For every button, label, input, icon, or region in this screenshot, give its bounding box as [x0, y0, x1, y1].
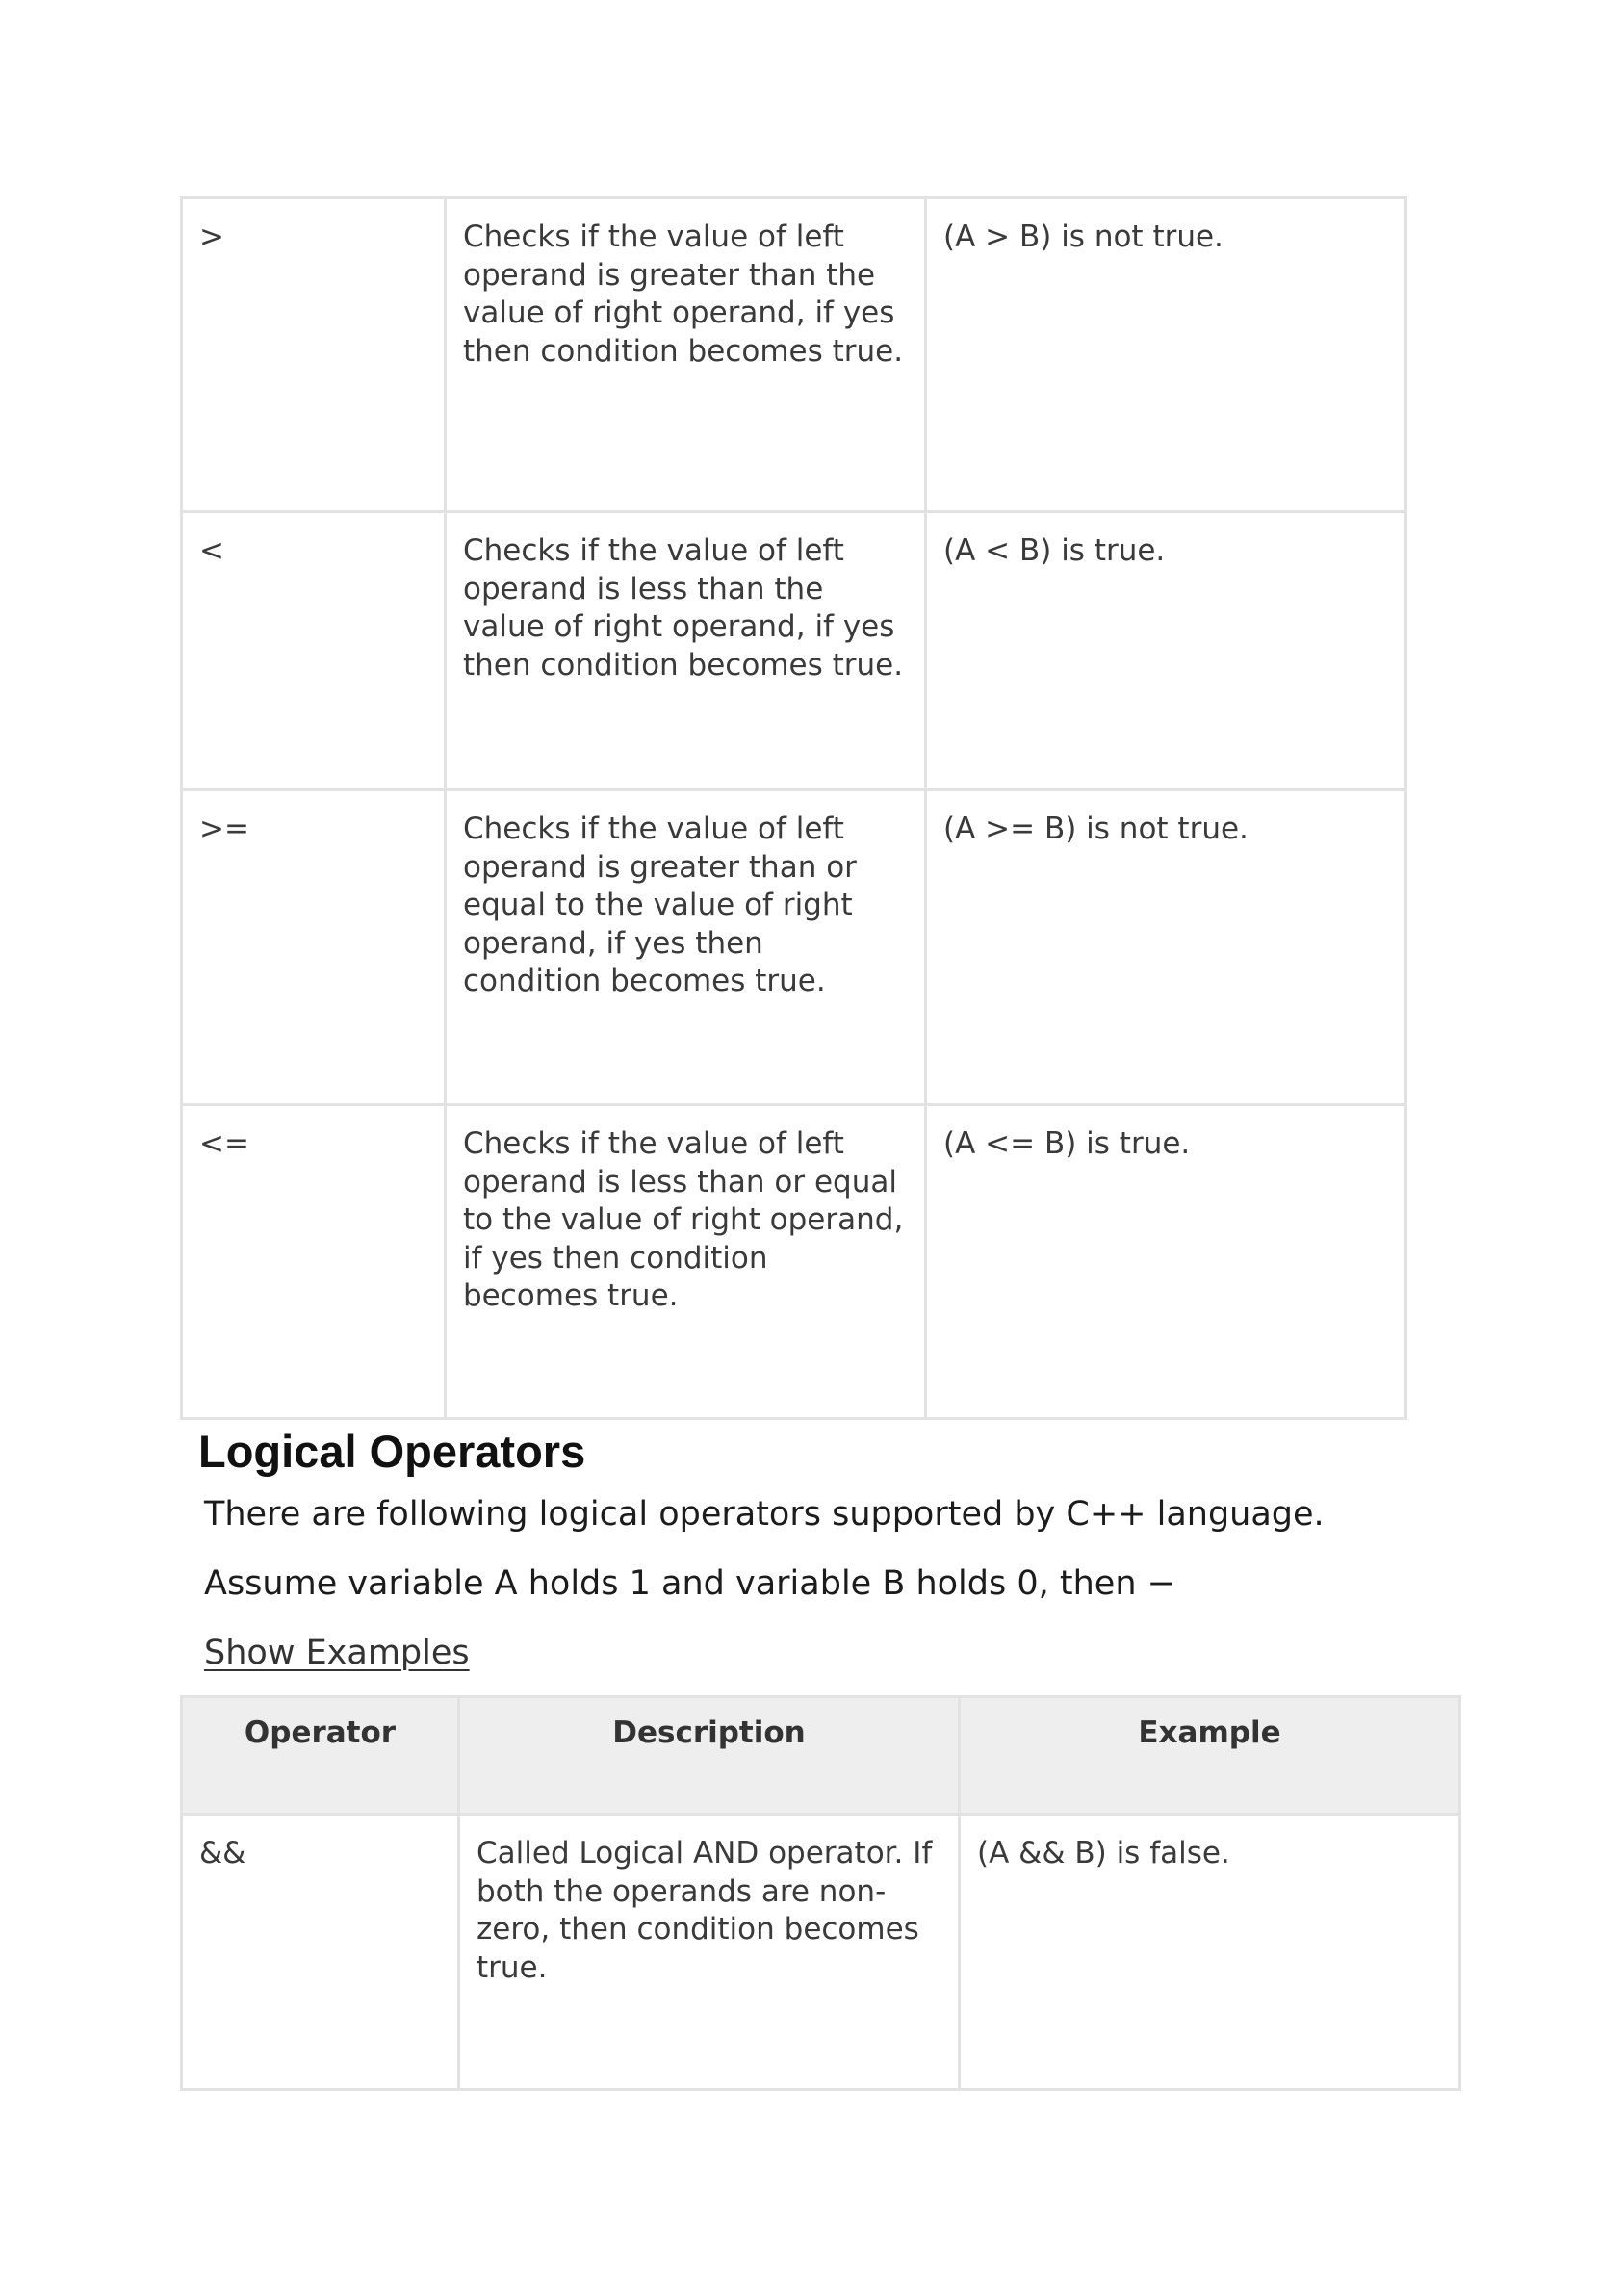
table-row	[182, 198, 1406, 512]
description-cell: Checks if the value of left operand is less than the value of right operand, if yes then condition becomes true.	[446, 512, 926, 790]
example-cell: (A <= B) is true.	[926, 1105, 1406, 1419]
example-cell: (A && B) is false.	[960, 1815, 1460, 2090]
show-examples-link[interactable]: Show Examples	[204, 1634, 470, 1672]
table-row	[182, 790, 1406, 1105]
operator-cell: <=	[182, 1105, 446, 1419]
section-title: Logical Operators	[198, 1426, 586, 1477]
header-operator: Operator	[182, 1697, 459, 1815]
operator-cell: >	[182, 198, 446, 512]
assumption-paragraph: Assume variable A holds 1 and variable B holds 0, then −	[204, 1564, 1175, 1603]
header-example: Example	[960, 1697, 1460, 1815]
table-row	[182, 1815, 1460, 2090]
description-cell: Called Logical AND operator. If both the operands are non-zero, then condition becomes true.	[459, 1815, 960, 2090]
description-cell: Checks if the value of left operand is greater than the value of right operand, if yes then condition becomes true.	[446, 198, 926, 512]
example-cell: (A < B) is true.	[926, 512, 1406, 790]
operator-cell: <	[182, 512, 446, 790]
operator-cell: &&	[182, 1815, 459, 2090]
table-header-row	[182, 1697, 1460, 1815]
intro-paragraph: There are following logical operators supported by C++ language.	[204, 1495, 1325, 1534]
logical-operators-table	[180, 1695, 1461, 2091]
header-description: Description	[459, 1697, 960, 1815]
example-cell: (A > B) is not true.	[926, 198, 1406, 512]
table-row	[182, 1105, 1406, 1419]
example-cell: (A >= B) is not true.	[926, 790, 1406, 1105]
operator-cell: >=	[182, 790, 446, 1105]
table-row	[182, 512, 1406, 790]
description-cell: Checks if the value of left operand is greater than or equal to the value of right operand, if yes then condition becomes true.	[446, 790, 926, 1105]
description-cell: Checks if the value of left operand is less than or equal to the value of right operand, if yes then condition becomes true.	[446, 1105, 926, 1419]
relational-operators-table	[180, 196, 1407, 1420]
